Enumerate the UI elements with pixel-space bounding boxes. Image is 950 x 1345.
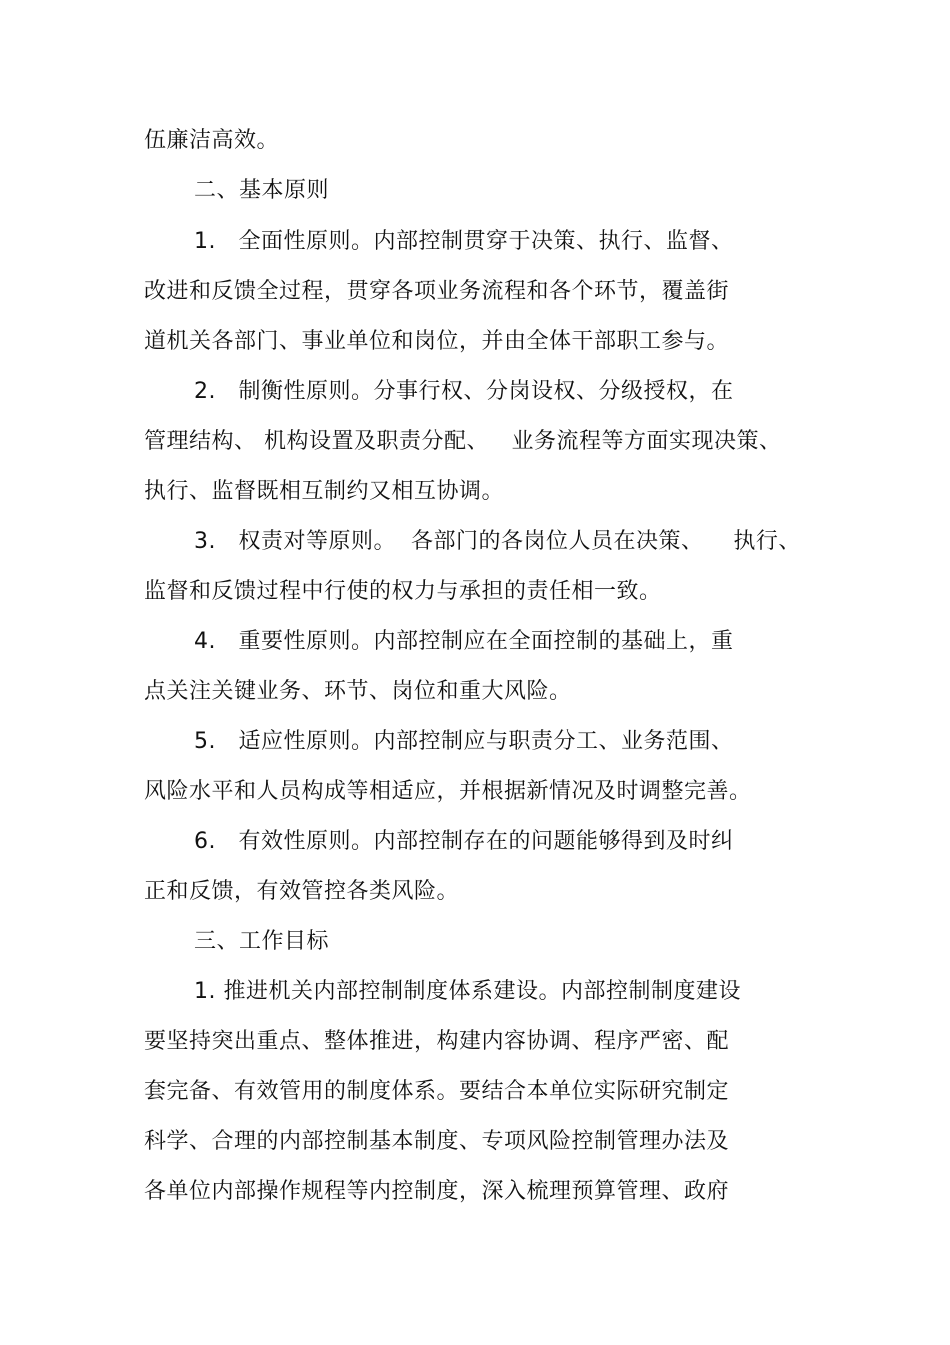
text-line: 要坚持突出重点、整体推进，构建内容协调、程序严密、配 [144, 1029, 730, 1054]
text-line: 执行、监督既相互制约又相互协调。 [144, 479, 505, 504]
text-line: 风险水平和人员构成等相适应，并根据新情况及时调整完善。 [144, 779, 752, 804]
section-heading: 二、基本原则 [194, 178, 330, 203]
text-line: 4. 重要性原则。内部控制应在全面控制的基础上，重 [194, 629, 734, 654]
text-line: 管理结构、 机构设置及职责分配、 业务流程等方面实现决策、 [144, 429, 782, 454]
text-line: 1. 推进机关内部控制制度体系建设。内部控制制度建设 [194, 979, 741, 1004]
text-line: 套完备、有效管用的制度体系。要结合本单位实际研究制定 [144, 1079, 730, 1104]
text-line: 5. 适应性原则。内部控制应与职责分工、业务范围、 [194, 729, 734, 754]
text-line: 监督和反馈过程中行使的权力与承担的责任相一致。 [144, 579, 662, 604]
text-line: 改进和反馈全过程，贯穿各项业务流程和各个环节，覆盖街 [144, 279, 730, 304]
text-line: 3. 权责对等原则。 各部门的各岗位人员在决策、 执行、 [194, 529, 801, 554]
text-line: 各单位内部操作规程等内控制度，深入梳理预算管理、政府 [144, 1179, 730, 1204]
text-line: 伍廉洁高效。 [144, 128, 280, 153]
text-line: 6. 有效性原则。内部控制存在的问题能够得到及时纠 [194, 829, 734, 854]
text-line: 科学、合理的内部控制基本制度、专项风险控制管理办法及 [144, 1129, 730, 1154]
section-heading: 三、工作目标 [194, 929, 330, 954]
text-line: 正和反馈，有效管控各类风险。 [144, 879, 460, 904]
text-line: 道机关各部门、事业单位和岗位，并由全体干部职工参与。 [144, 329, 730, 354]
text-line: 2. 制衡性原则。分事行权、分岗设权、分级授权，在 [194, 379, 734, 404]
text-line: 点关注关键业务、环节、岗位和重大风险。 [144, 679, 572, 704]
text-line: 1. 全面性原则。内部控制贯穿于决策、执行、监督、 [194, 229, 734, 254]
